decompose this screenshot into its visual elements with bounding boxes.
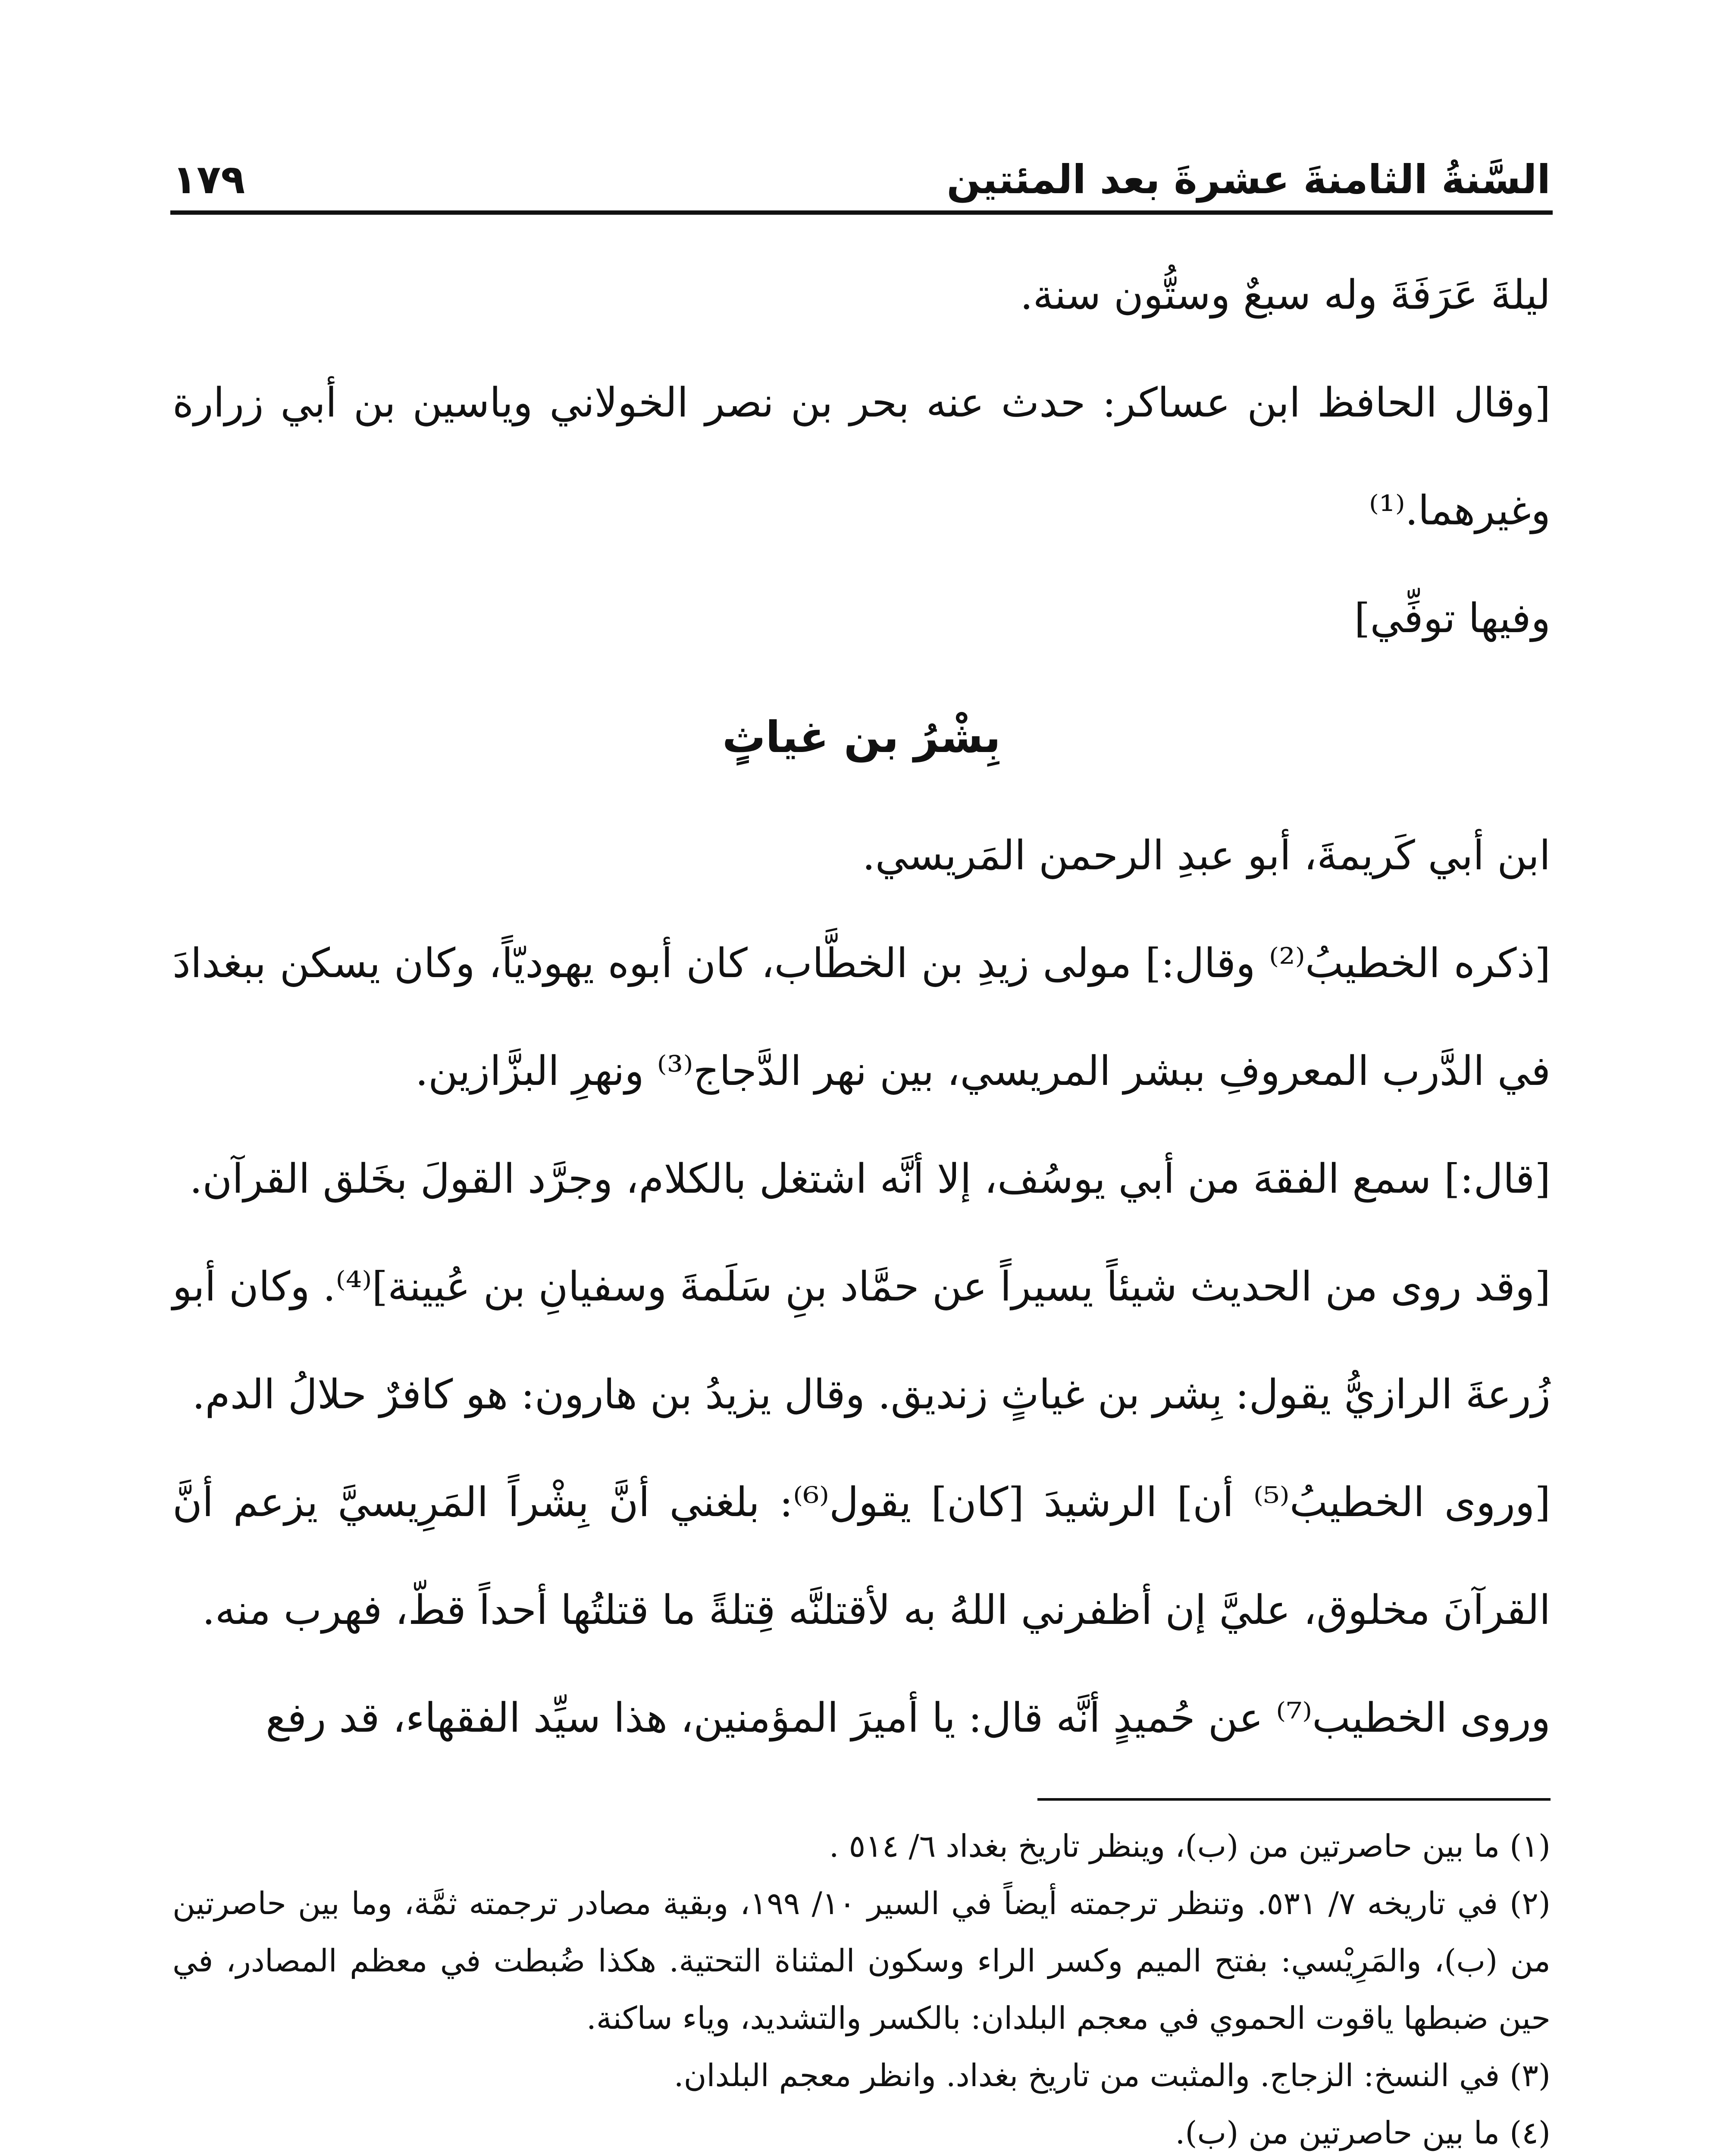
page-number: ١٧٩ <box>172 157 245 203</box>
paragraph: [وروى الخطيبُ⁽⁵⁾ أن] الرشيدَ [كان] يقول⁽⁶⁾: بلغني أنَّ بِشْراً المَرِيسيَّ يزعم أنَّ القرآنَ مخلوق، عليَّ إن أظفرني اللهُ به لأقتلنَّه قِتلةً ما قتلتُها أحداً قطّ، فهرب منه. <box>172 1479 1551 1634</box>
paragraph: [قال:] سمع الفقهَ من أبي يوسُف، إلا أنَّه اشتغل بالكلام، وجرَّد القولَ بخَلق القرآن. <box>189 1156 1551 1203</box>
running-head <box>172 129 1551 203</box>
paragraph: [ذكره الخطيبُ⁽²⁾ وقال:] مولى زيدِ بن الخطَّاب، كان أبوه يهوديّاً، وكان يسكن ببغدادَ في الدَّرب المعروفِ ببشر المريسي، بين نهر الدَّجاج⁽³⁾ ونهرِ البزَّازين. <box>172 940 1551 1095</box>
section-title: بِشْرُ بن غياثٍ <box>722 712 1001 762</box>
footnote: (٤) ما بين حاصرتين من (ب). <box>1175 2115 1551 2151</box>
paragraph: وروى الخطيب⁽⁷⁾ عن حُميدٍ أنَّه قال: يا أميرَ المؤمنين، هذا سيِّد الفقهاء، قد رفع <box>266 1695 1551 1742</box>
footnote: (١) ما بين حاصرتين من (ب)، وينظر تاريخ بغداد ٦/ ٥١٤ . <box>829 1828 1551 1864</box>
footnote: (٢) في تاريخه ٧/ ٥٣١. وتنظر ترجمته أيضاً في السير ١٠/ ١٩٩، وبقية مصادر ترجمته ثمَّة، وما بين حاصرتين من (ب)، والمَرِيْسي: بفتح الميم وكسر الراء وسكون المثناة التحتية. هكذا ضُبطت في معظم المصادر، في حين ضبطها ياقوت الحموي في معجم البلدان: بالكسر والتشديد، وياء ساكنة. <box>172 1885 1551 2036</box>
footnote: (٣) في النسخ: الزجاج. والمثبت من تاريخ بغداد. وانظر معجم البلدان. <box>674 2057 1551 2093</box>
main-text <box>172 241 1551 1772</box>
running-title: السَّنةُ الثامنةَ عشرةَ بعد المئتين <box>946 157 1551 203</box>
paragraph: وفيها توفِّي] <box>1354 595 1551 642</box>
footnotes <box>172 1818 1551 2156</box>
paragraph: ابن أبي كَريمةَ، أبو عبدِ الرحمن المَريسي. <box>862 832 1551 879</box>
paragraph: [وقال الحافظ ابن عساكر: حدث عنه بحر بن نصر الخولاني وياسين بن أبي زرارة وغيرهما.⁽¹⁾ <box>172 379 1551 534</box>
paragraph: [وقد روى من الحديث شيئاً يسيراً عن حمَّاد بنِ سَلَمةَ وسفيانِ بن عُيينة]⁽⁴⁾. وكان أبو زُرعةَ الرازيُّ يقول: بِشر بن غياثٍ زنديق. وقال يزيدُ بن هارون: هو كافرٌ حلالُ الدم. <box>172 1263 1551 1418</box>
paragraph: ليلةَ عَرَفَةَ وله سبعٌ وستُّون سنة. <box>1020 272 1551 319</box>
header-rule <box>170 210 1553 215</box>
footnote-rule <box>1037 1798 1551 1801</box>
